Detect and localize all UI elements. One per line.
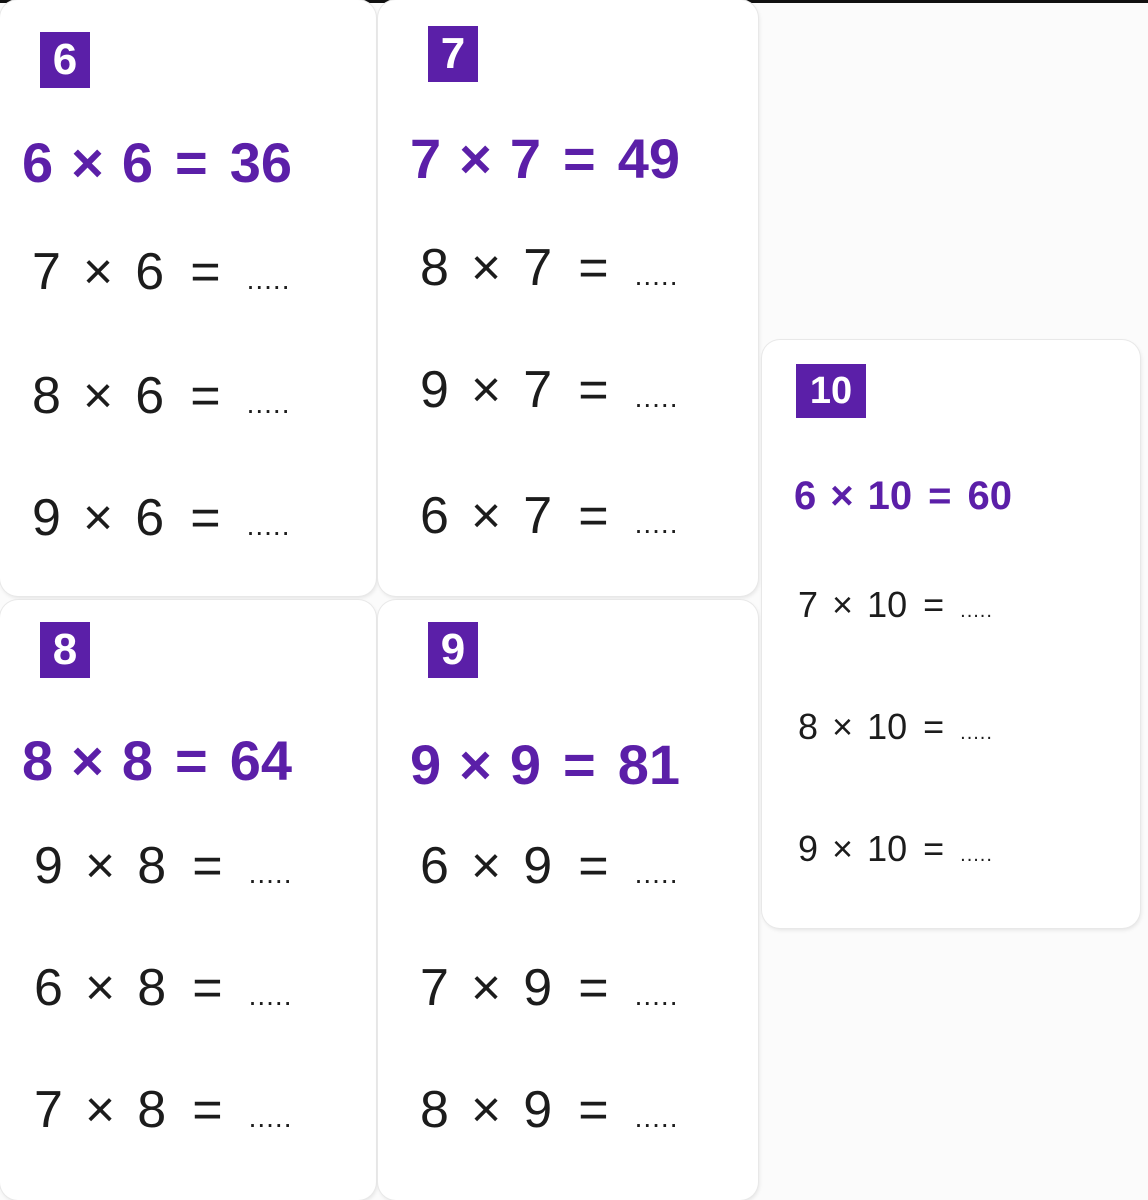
main-equation: 9 × 9 = 81 (410, 733, 681, 796)
exercise-line: 8 × 10 = ..... (798, 706, 993, 747)
exercise-line: 9 × 10 = ..... (798, 828, 993, 869)
card-table-8 (0, 600, 376, 1200)
exercise-line: 7 × 8 = ..... (34, 1081, 293, 1139)
card-table-10 (762, 340, 1140, 928)
exercise-line: 9 × 7 = ..... (420, 361, 679, 419)
exercise-line: 7 × 6 = ..... (32, 243, 291, 301)
exercise-line: 6 × 7 = ..... (420, 487, 679, 545)
card-table-6 (0, 0, 376, 596)
main-equation: 8 × 8 = 64 (22, 729, 293, 792)
main-equation: 6 × 10 = 60 (794, 474, 1012, 518)
exercise-line: 7 × 9 = ..... (420, 959, 679, 1017)
exercise-line: 7 × 10 = ..... (798, 584, 993, 625)
table-badge: 10 (796, 364, 866, 418)
card-table-9 (378, 600, 758, 1200)
main-equation: 6 × 6 = 36 (22, 131, 293, 194)
exercise-line: 9 × 8 = ..... (34, 837, 293, 895)
main-equation: 7 × 7 = 49 (410, 127, 681, 190)
exercise-line: 8 × 9 = ..... (420, 1081, 679, 1139)
exercise-line: 8 × 6 = ..... (32, 367, 291, 425)
exercise-line: 6 × 8 = ..... (34, 959, 293, 1017)
exercise-line: 8 × 7 = ..... (420, 239, 679, 297)
table-badge: 8 (40, 622, 90, 678)
exercise-line: 9 × 6 = ..... (32, 489, 291, 547)
card-table-7 (378, 0, 758, 596)
exercise-line: 6 × 9 = ..... (420, 837, 679, 895)
table-badge: 9 (428, 622, 478, 678)
table-badge: 7 (428, 26, 478, 82)
table-badge: 6 (40, 32, 90, 88)
